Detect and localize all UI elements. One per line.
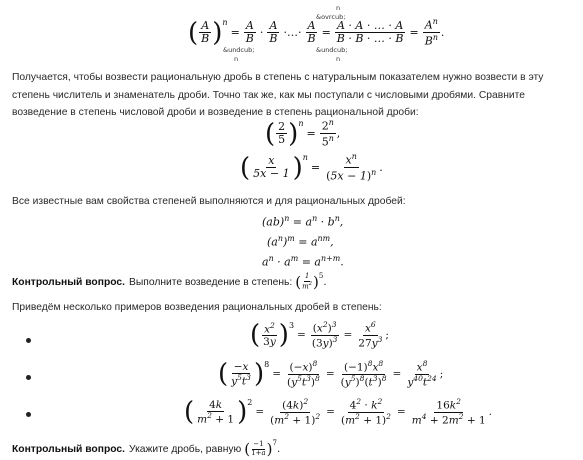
example-formula-1: ( $\frac{x^2}{3y}$ ) $^3$ = $\frac{(x^2)^3}{(3y)^3}$ = $\frac{x^6}{27y^3}$ ; xyxy=(250,320,389,351)
list-bullet xyxy=(26,338,31,343)
formula-rational-fraction: ( $\frac{x}{5x - 1}$ ) $^n$ = $\frac{x^n}{(5x - 1)^n}$ . xyxy=(240,152,383,183)
example-formula-2: ( $\frac{-x}{y^5t^3}$ ) $^8$ = $\frac{(-x)^8}{(y^5t^3)^8}$ = $\frac{(-1)^8x^8}{(y^5)^8(t^3)^8}$ = $\frac{x^8}{y^{40}t^{24}}$ ; xyxy=(218,359,444,390)
example-formula-3: ( $\frac{4k}{m^2 + 1}$ ) $^2$ = $\frac{(4k)^2}{(m^2 + 1)^2}$ = $\frac{4^2 \cdot k^2}{(m^2 + 1)^2}$ = $\frac{16k^2}{m^4 + 2m^2 + 1}$ . xyxy=(184,397,492,428)
brace-count-top: n xyxy=(336,4,341,12)
brace-bottom-left-label: &undcub; xyxy=(223,46,255,54)
control-question-1: Контрольный вопрос. Выполните возведение в степень: ( $\frac{1}{m^2}$ ) $^5$ . xyxy=(12,272,327,291)
paragraph-examples: Приведём несколько примеров возведения рациональных дробей в степень: xyxy=(12,302,382,313)
list-bullet xyxy=(26,412,31,417)
formula-property-power: $(a^n)^m = a^{nm}$, xyxy=(267,234,334,249)
list-bullet xyxy=(26,375,31,380)
control-question-label: Контрольный вопрос. xyxy=(12,276,125,288)
paragraph-explanation: Получается, чтобы возвести рациональную дробь в степень с натуральным показателем нужно возвести в эту степень числитель и знаменатель дроби. Точно так же, как мы поступали с числовыми дробями. Сравните возведение в степень числовой дроби и возведение в степень рациональной дроби: xyxy=(12,72,544,118)
formula-property-product: $(ab)^n = a^n \cdot b^n$, xyxy=(262,214,344,229)
paragraph-properties: Все известные вам свойства степеней выполняются и для рациональных дробей: xyxy=(12,196,406,207)
brace-count-bottom-right: n xyxy=(336,55,341,63)
brace-count-bottom-left: n xyxy=(234,55,239,63)
formula-power-definition: n &ovrcub; ( $\frac{A}{B}$ ) $^n$ = $\frac{A}{B}$ · $\frac{A}{B}$ ·…· $\frac{A}{B}$ = $\frac{A \cdot A \cdot \dots \cdot A}{B \cdot B \cdot \dots \cdot B}$ = $\frac{A^n}{B^n}$ . &undcub; n &undcub; n xyxy=(188,4,445,63)
control-question-label: Контрольный вопрос. xyxy=(12,443,125,455)
brace-top-label: &ovrcub; xyxy=(316,13,346,21)
control-question-text: Выполните возведение в степень: xyxy=(128,276,293,288)
control-question-text: Укажите дробь, равную xyxy=(128,443,242,455)
formula-property-multiply: $a^n \cdot a^m = a^{n+m}$. xyxy=(262,254,344,269)
control-question-2: Контрольный вопрос. Укажите дробь, равную ( $\frac{-1}{1+a}$ ) $^7$ . xyxy=(12,439,281,458)
formula-numeric-fraction: ( $\frac{2}{5}$ ) $^n$ = $\frac{2^n}{5^n}$ , xyxy=(265,118,341,149)
brace-bottom-right-label: &undcub; xyxy=(316,46,348,54)
